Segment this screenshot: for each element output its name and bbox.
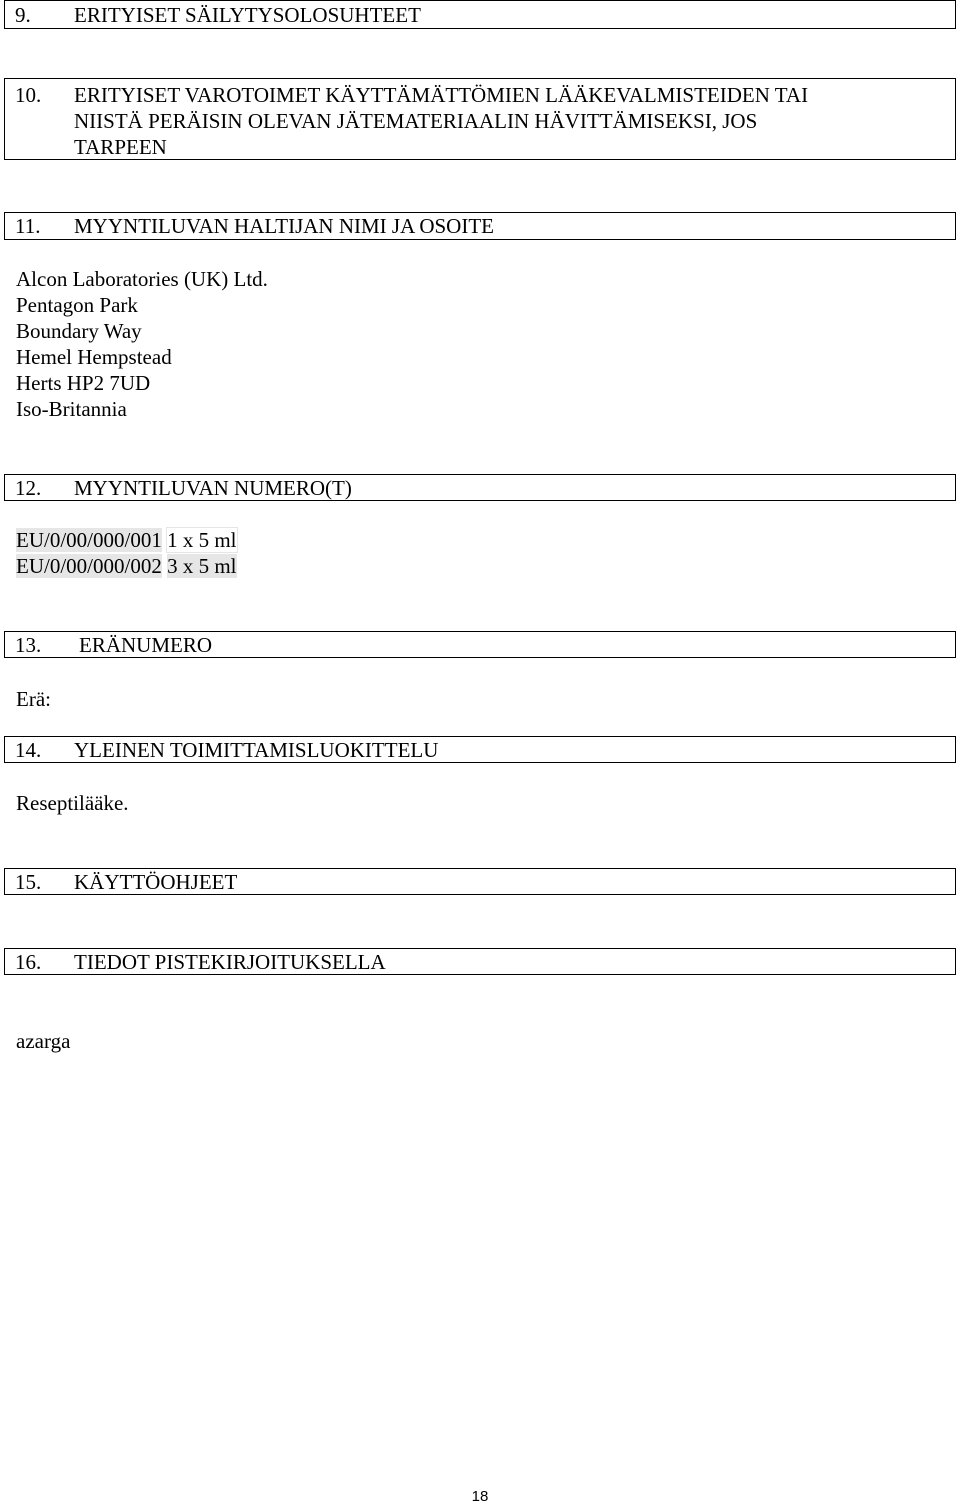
section-16-title: TIEDOT PISTEKIRJOITUKSELLA xyxy=(74,950,386,974)
section-9-header xyxy=(4,0,956,29)
address-line: Iso-Britannia xyxy=(16,397,127,421)
section-14-number: 14. xyxy=(15,738,42,762)
pack-size: 1 x 5 ml xyxy=(167,528,237,552)
braille-text: azarga xyxy=(16,1029,71,1053)
section-15-header xyxy=(4,868,956,895)
section-10-number: 10. xyxy=(15,83,42,107)
section-13-header xyxy=(4,631,956,658)
classification-text: Reseptilääke. xyxy=(16,791,129,815)
section-10-header xyxy=(4,78,956,160)
section-10-title-line-2: NIISTÄ PERÄISIN OLEVAN JÄTEMATERIAALIN HÄVITTÄMISEKSI, JOS xyxy=(74,109,758,133)
section-14-title: YLEINEN TOIMITTAMISLUOKITTELU xyxy=(74,738,439,762)
section-11-number: 11. xyxy=(15,214,41,238)
batch-label: Erä: xyxy=(16,687,51,711)
section-9-number: 9. xyxy=(15,3,31,27)
address-line: Herts HP2 7UD xyxy=(16,371,151,395)
section-14-header xyxy=(4,736,956,763)
marketing-authorisation-number: EU/0/00/000/001 xyxy=(16,528,162,552)
marketing-authorisation-entry xyxy=(16,527,237,553)
section-12-header xyxy=(4,474,956,501)
section-13-title: ERÄNUMERO xyxy=(79,633,213,657)
marketing-authorisation-entry xyxy=(16,553,237,579)
address-line: Hemel Hempstead xyxy=(16,345,172,369)
address-line: Pentagon Park xyxy=(16,293,138,317)
section-10-title-line-1: ERITYISET VAROTOIMET KÄYTTÄMÄTTÖMIEN LÄÄKEVALMISTEIDEN TAI xyxy=(74,83,809,107)
section-13-number: 13. xyxy=(15,633,42,657)
page-number: 18 xyxy=(471,1488,489,1505)
section-16-header xyxy=(4,948,956,975)
section-15-number: 15. xyxy=(15,870,42,894)
section-12-number: 12. xyxy=(15,476,42,500)
section-16-number: 16. xyxy=(15,950,42,974)
section-11-header xyxy=(4,212,956,240)
pack-size: 3 x 5 ml xyxy=(167,554,237,578)
address-line: Alcon Laboratories (UK) Ltd. xyxy=(16,267,268,291)
section-10-title-line-3: TARPEEN xyxy=(74,135,167,159)
address-line: Boundary Way xyxy=(16,319,142,343)
section-11-title: MYYNTILUVAN HALTIJAN NIMI JA OSOITE xyxy=(74,214,494,238)
section-15-title: KÄYTTÖOHJEET xyxy=(74,870,238,894)
marketing-authorisation-number: EU/0/00/000/002 xyxy=(16,554,162,578)
section-9-title: ERITYISET SÄILYTYSOLOSUHTEET xyxy=(74,3,421,27)
section-12-title: MYYNTILUVAN NUMERO(T) xyxy=(74,476,352,500)
